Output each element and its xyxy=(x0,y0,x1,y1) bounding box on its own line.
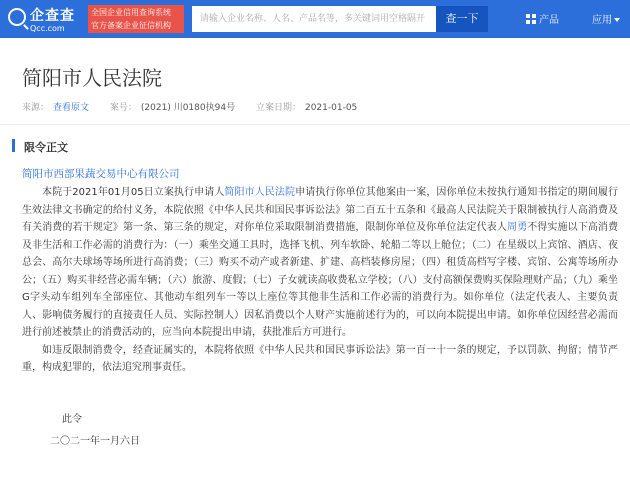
logo-subtext: Qcc.com xyxy=(30,24,65,33)
applicant-link[interactable]: 简阳市人民法院 xyxy=(224,187,296,198)
search-button[interactable]: 查一下 xyxy=(436,6,488,32)
nav-apps-label: 应用 xyxy=(592,15,612,26)
divider xyxy=(0,124,630,125)
case-number: (2021) 川0180执94号 xyxy=(140,103,236,113)
order-paragraph-1 xyxy=(22,184,618,342)
section-accent-bar xyxy=(12,139,15,152)
qcc-logo[interactable] xyxy=(8,4,88,34)
order-body xyxy=(22,184,618,377)
case-no-label: 案号： xyxy=(109,103,137,113)
para1-text-a: 本院于2021年01月05日立案执行申请人 xyxy=(42,187,225,198)
magnifier-logo-icon xyxy=(8,8,26,26)
para1-text-b: 申请执行你单位其他案由一案，因你单位未按执行通知书指定的期间履行生效法律文书确定的给付义务，本院依照《中华人民共和国民事诉讼法》第二百五十五条和《最高人民法院关于限制被执行人高消费及有关消费的若干规定》第一条、第三条的规定，对你单位采取限制消费措施，限制你单位及你单位法定代表人 xyxy=(22,187,619,233)
filing-date-label: 立案日期： xyxy=(255,103,301,113)
nav-apps[interactable] xyxy=(592,11,620,26)
sign-date: 二〇二一年一月六日 xyxy=(50,436,140,447)
search-input[interactable] xyxy=(192,6,436,32)
filing-date: 2021-01-05 xyxy=(304,103,358,113)
order-paragraph-2: 如违反限制消费令，经查证属实的，本院将依照《中华人民共和国民事诉讼法》第一百一十一条的规定，予以罚款、拘留；情节严重，构成犯罪的，依法追究刑事责任。 xyxy=(22,344,618,373)
nav-products-label: 产品 xyxy=(539,15,559,26)
para1-text-c: 不得实施以下高消费及非生活和工作必需的消费行为：（一）乘坐交通工具时，选择飞机、列车软卧、轮船二等以上舱位；（二）在星级以上宾馆、酒店、夜总会、高尔夫球场等场所进行高消费；（三）购买不动产或者新建、扩建、高档装修房屋；（四）租赁高档写字楼、宾馆、公寓等场所办公；（五）购买非经营必需车辆；（六）旅游、度假；（七）子女就读高收费私立学校；（八）支付高额保费购买保险理财产品；（九）乘坐G字头动车组列车全部座位、其他动车组列车一等以上座位等其他非生活和工作必需的消费行为。如你单位（法定代表人、主要负责人、影响债务履行的直接责任人员、实际控制人）因私消费以个人财产实施前述行为的，可以向本院提出申请。如你单位因经营必需而进行前述被禁止的消费活动的，应当向本院提出申请，获批准后方可进行。 xyxy=(22,222,619,338)
legal-rep-link[interactable]: 周勇 xyxy=(506,222,528,233)
credit-system-badge[interactable] xyxy=(88,5,184,33)
grid-icon xyxy=(526,14,536,24)
badge-line-1: 全国企业信用查询系统 xyxy=(91,8,171,17)
view-original-link[interactable]: 查看原文 xyxy=(53,103,90,113)
page-title: 简阳市人民法院 xyxy=(22,66,162,90)
case-meta xyxy=(22,100,375,113)
closing-text: 此令 xyxy=(62,414,82,425)
section-title: 限令正文 xyxy=(24,141,68,154)
logo-text: 企查查 xyxy=(30,8,75,24)
top-header xyxy=(0,0,630,38)
chevron-down-icon xyxy=(614,18,620,22)
badge-line-2: 官方备案企业征信机构 xyxy=(91,21,171,30)
source-label: 来源： xyxy=(22,103,50,113)
nav-products[interactable] xyxy=(526,11,559,26)
company-link[interactable]: 简阳市西部果蔬交易中心有限公司 xyxy=(22,168,180,180)
